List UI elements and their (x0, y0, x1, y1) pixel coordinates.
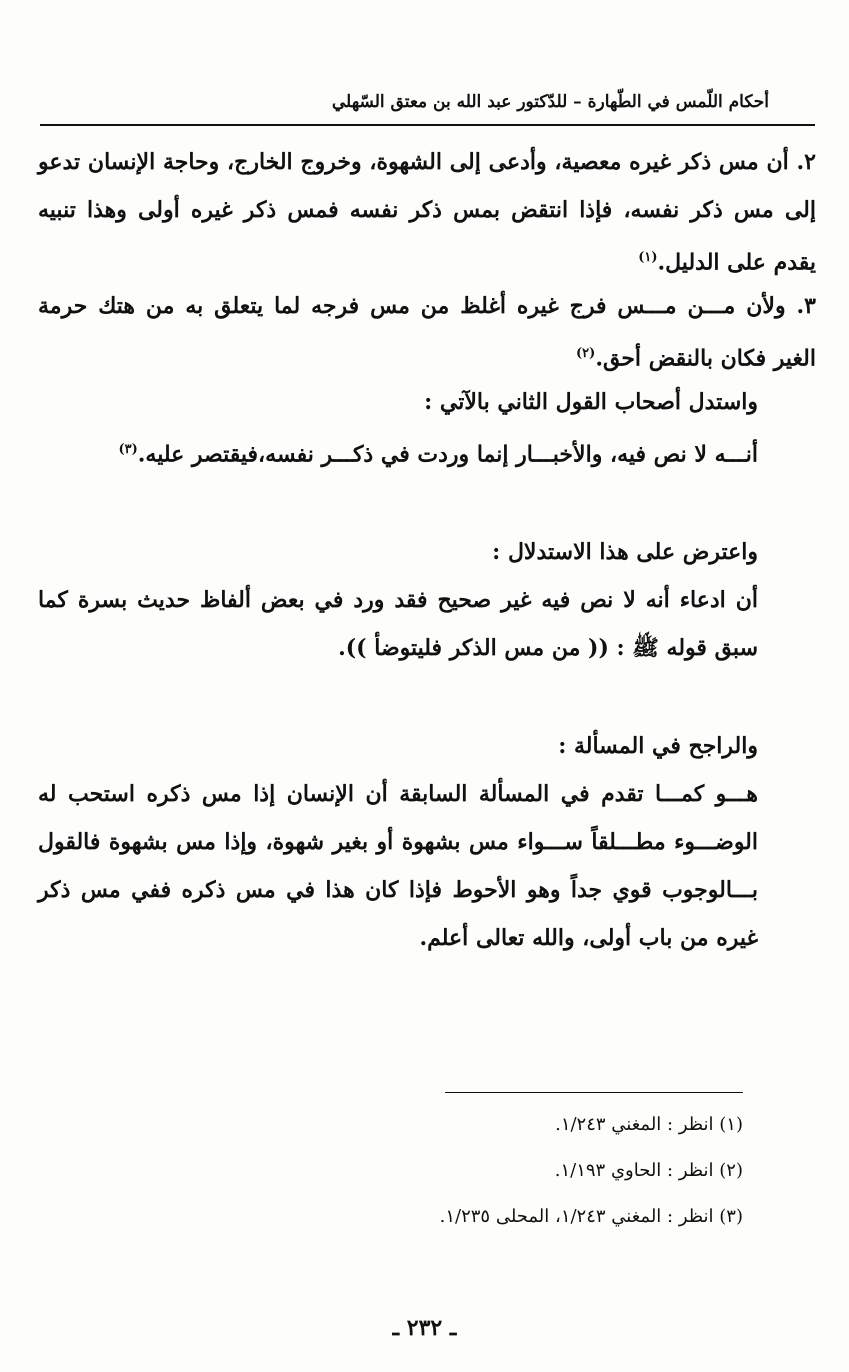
footnote-3 (243, 1200, 743, 1246)
item-2-number: ٢. (796, 149, 816, 175)
item-2-text: أن مس ذكر غيره معصية، وأدعى إلى الشهوة، وخروج الخارج، وحاجة الإنسان تدعو إلى مس ذكر نفسه، فإذا انتقض بمس ذكر نفسه فمس ذكر غيره أولى وهذا تنبيه يقدم على الدليل. (38, 149, 816, 276)
footnote-ref-3: (٣) (118, 442, 138, 457)
second-view-text: أنـــه لا نص فيه، والأخبـــار إنما وردت في ذكـــر نفسه،فيقتصر عليه. (137, 441, 758, 468)
footnote-ref-1: (١) (638, 250, 658, 265)
running-header: أحكام اللّمس في الطّهارة – للدّكتور عبد الله بن معتق السّهلي (331, 92, 769, 112)
preferred-heading: والراجح في المسألة : (558, 733, 758, 759)
objection-text: أن ادعاء أنه لا نص فيه غير صحيح فقد ورد في بعض ألفاظ حديث بسرة كما سبق قوله ﷺ : (( من مس الذكر فليتوضأ )). (38, 587, 758, 661)
item-3-text: ولأن مـــن مـــس فرج غيره أغلظ من مس فرجه لما يتعلق به من هتك حرمة الغير فكان بالنقض أحق. (38, 293, 816, 372)
objection-heading: واعترض على هذا الاستدلال : (492, 539, 758, 565)
preferred-text: هـــو كمـــا تقدم في المسألة السابقة أن الإنسان إذا مس ذكره استحب له الوضـــوء مطـــلقاً ســـواء مس بشهوة أو بغير شهوة، وإذا مس بشهوة فالقول بـــالوجوب قوي جداً وهو الأحوط فإذا كان هذا في مس ذكره ففي مس ذكر غيره من باب أولى، والله تعالى أعلم. (38, 781, 758, 951)
item-3-number: ٣. (796, 293, 816, 319)
footnote-ref-2: (٢) (576, 346, 596, 361)
footnote-2-marker: (٢) (719, 1160, 743, 1181)
footnote-1 (243, 1108, 743, 1154)
item-2 (38, 138, 816, 286)
footnote-3-text: انظر : المغني ١/٢٤٣، المحلى ١/٢٣٥. (439, 1206, 714, 1227)
page-number: ـ ٢٣٢ ـ (392, 1315, 457, 1341)
footnotes (243, 1108, 743, 1246)
footnote-rule (445, 1092, 743, 1093)
item-3 (38, 282, 816, 382)
footnote-1-text: انظر : المغني ١/٢٤٣. (555, 1114, 714, 1135)
header-rule (40, 124, 815, 126)
footnote-2-text: انظر : الحاوي ١/١٩٣. (554, 1160, 714, 1181)
footnote-2 (243, 1154, 743, 1200)
second-view-intro: واستدل أصحاب القول الثاني بالآتي : (424, 389, 758, 415)
footnote-3-marker: (٣) (719, 1206, 743, 1227)
second-view-argument (0, 426, 758, 478)
footnote-1-marker: (١) (719, 1114, 743, 1135)
